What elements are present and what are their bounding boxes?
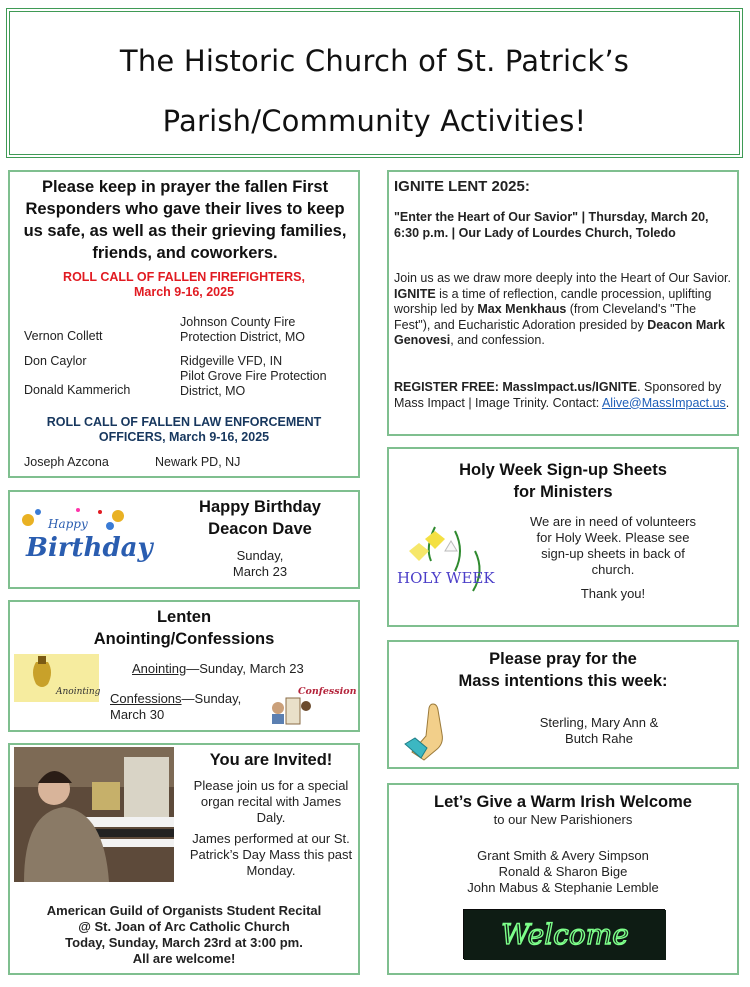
recital-line-1: American Guild of Organists Student Recital bbox=[46, 903, 322, 918]
anointing-date: —Sunday, March 23 bbox=[186, 661, 304, 676]
invited-paragraph-1: Please join us for a special organ recital with James Daly. bbox=[193, 778, 349, 825]
svg-text:Confession: Confession bbox=[298, 686, 357, 697]
holy-week-image bbox=[395, 521, 513, 607]
holy-week-title-line1: Holy Week Sign-up Sheets bbox=[459, 461, 667, 479]
ignite-register: REGISTER FREE: MassImpact.us/IGNITE. Sponsored by Mass Impact | Image Trinity. Contact: Alive@MassImpact.us. bbox=[394, 380, 730, 410]
welcome-title: Let’s Give a Warm Irish Welcome bbox=[434, 793, 692, 811]
mass-title-line2: Mass intentions this week: bbox=[458, 672, 668, 690]
recital-line-2: @ St. Joan of Arc Catholic Church bbox=[78, 919, 290, 934]
mass-names-line2: Butch Rahe bbox=[565, 731, 633, 746]
svg-text:Happy: Happy bbox=[48, 517, 88, 531]
organ-player-photo-icon bbox=[14, 747, 174, 882]
oil-jar-icon bbox=[14, 654, 99, 702]
birthday-title-line2: Deacon Dave bbox=[208, 520, 312, 538]
neon-welcome-icon bbox=[464, 910, 666, 960]
birthday-image bbox=[18, 506, 153, 568]
anointing-line bbox=[132, 661, 304, 676]
parishioner-item: Ronald & Sharon Bige bbox=[498, 864, 628, 879]
praying-hands-image bbox=[399, 700, 457, 762]
welcome-neon-sign bbox=[463, 909, 665, 959]
ff-name: Don Caylor bbox=[24, 354, 87, 368]
new-parishioners-list bbox=[389, 848, 737, 896]
holy-week-box bbox=[387, 447, 739, 627]
mass-names-line1: Sterling, Mary Ann & bbox=[539, 715, 659, 730]
confession-icon bbox=[268, 680, 357, 724]
lenten-title-line1: Lenten bbox=[156, 608, 212, 626]
firefighters-heading bbox=[10, 270, 358, 300]
ff-name: Vernon Collett bbox=[24, 329, 103, 343]
lenten-box bbox=[8, 600, 360, 732]
ff-name: Donald Kammerich bbox=[24, 383, 131, 397]
confessions-date-2: March 30 bbox=[110, 707, 165, 722]
firefighters-heading-line1: ROLL CALL OF FALLEN FIREFIGHTERS, bbox=[63, 270, 305, 284]
prayer-title: Please keep in prayer the fallen First Responders who gave their lives to keep us safe, as well as their grieving families, friends, and coworkers. bbox=[23, 178, 347, 262]
invited-title: You are Invited! bbox=[209, 751, 333, 769]
organist-photo bbox=[14, 747, 174, 882]
ignite-body: Join us as we draw more deeply into the Heart of Our Savior. IGNITE is a time of reflection, candle procession, uplifting worship led by Max Menkhaus (from Cleveland's "The Fest"), and Eucharistic Adoration presided by Deacon Mark Genovesi, and confession. bbox=[394, 271, 731, 347]
birthday-title-line1: Happy Birthday bbox=[199, 498, 321, 516]
anointing-label: Anointing bbox=[132, 661, 187, 676]
ff-dept: Johnson County Fire Protection District, MO bbox=[180, 315, 306, 344]
holy-week-thanks: Thank you! bbox=[580, 586, 646, 601]
recital-line-4: All are welcome! bbox=[132, 951, 236, 966]
holy-week-title-line2: for Ministers bbox=[513, 483, 613, 501]
svg-text:HOLY WEEK: HOLY WEEK bbox=[397, 569, 495, 587]
holy-week-title bbox=[389, 459, 737, 503]
ff-dept: Ridgeville VFD, IN bbox=[180, 354, 283, 368]
law-enforcement-heading-line1: ROLL CALL OF FALLEN LAW ENFORCEMENT bbox=[46, 415, 322, 429]
ignite-event: "Enter the Heart of Our Savior" | Thursday, March 20, 6:30 p.m. | Our Lady of Lourdes Church, Toledo bbox=[394, 210, 709, 240]
holy-week-body: We are in need of volunteers for Holy Week. Please see sign-up sheets in back of church. bbox=[530, 514, 696, 577]
svg-text:Welcome: Welcome bbox=[501, 918, 629, 951]
mass-title-line1: Please pray for the bbox=[489, 650, 637, 668]
ignite-title: IGNITE LENT 2025: bbox=[394, 178, 530, 195]
law-enforcement-heading bbox=[10, 415, 358, 445]
svg-text:Birthday: Birthday bbox=[26, 533, 153, 563]
recital-details bbox=[10, 903, 358, 967]
lenten-title-line2: Anointing/Confessions bbox=[93, 630, 275, 648]
firefighters-heading-line2: March 9-16, 2025 bbox=[133, 285, 235, 299]
contact-email-link[interactable]: Alive@MassImpact.us bbox=[601, 395, 726, 410]
birthday-date-line1: Sunday, bbox=[236, 548, 284, 563]
confessions-date-1: —Sunday, bbox=[181, 691, 242, 706]
header-title-line2: Parish/Community Activities! bbox=[162, 104, 587, 138]
ff-dept: Pilot Grove Fire Protection District, MO bbox=[180, 369, 327, 398]
mass-intentions-box bbox=[387, 640, 739, 769]
parishioner-item: John Mabus & Stephanie Lemble bbox=[467, 880, 659, 895]
confessions-label: Confessions bbox=[110, 691, 182, 706]
organ-recital-box bbox=[8, 743, 360, 975]
anointing-image bbox=[14, 654, 99, 702]
invited-paragraph-2: James performed at our St. Patrick’s Day Mass this past Monday. bbox=[189, 831, 353, 878]
lenten-title bbox=[10, 606, 358, 650]
birthday-title bbox=[170, 496, 350, 540]
mass-intention-names bbox=[509, 715, 689, 747]
register-link-text: REGISTER FREE: MassImpact.us/IGNITE bbox=[394, 380, 638, 394]
ignite-lent-box bbox=[387, 170, 739, 436]
fallen-first-responders-box bbox=[8, 170, 360, 478]
le-dept: Newark PD, NJ bbox=[155, 455, 241, 469]
lily-icon bbox=[395, 521, 513, 607]
le-name: Joseph Azcona bbox=[24, 455, 109, 469]
birthday-box bbox=[8, 490, 360, 589]
confessions-line bbox=[110, 691, 241, 723]
birthday-balloons-icon bbox=[18, 506, 153, 568]
page-header bbox=[6, 8, 743, 158]
praying-hands-icon bbox=[399, 700, 457, 762]
birthday-date bbox=[170, 548, 350, 580]
parishioner-item: Grant Smith & Avery Simpson bbox=[477, 848, 649, 863]
svg-text:Anointing: Anointing bbox=[56, 687, 101, 697]
law-enforcement-heading-line2: OFFICERS, March 9-16, 2025 bbox=[98, 430, 270, 444]
mass-intentions-title bbox=[389, 648, 737, 692]
recital-line-3: Today, Sunday, March 23rd at 3:00 pm. bbox=[65, 935, 303, 950]
welcome-box bbox=[387, 783, 739, 975]
header-title-line1: The Historic Church of St. Patrick’s bbox=[119, 44, 630, 78]
birthday-date-line2: March 23 bbox=[232, 564, 288, 579]
welcome-subtitle: to our New Parishioners bbox=[493, 812, 633, 827]
confession-image bbox=[268, 680, 357, 724]
